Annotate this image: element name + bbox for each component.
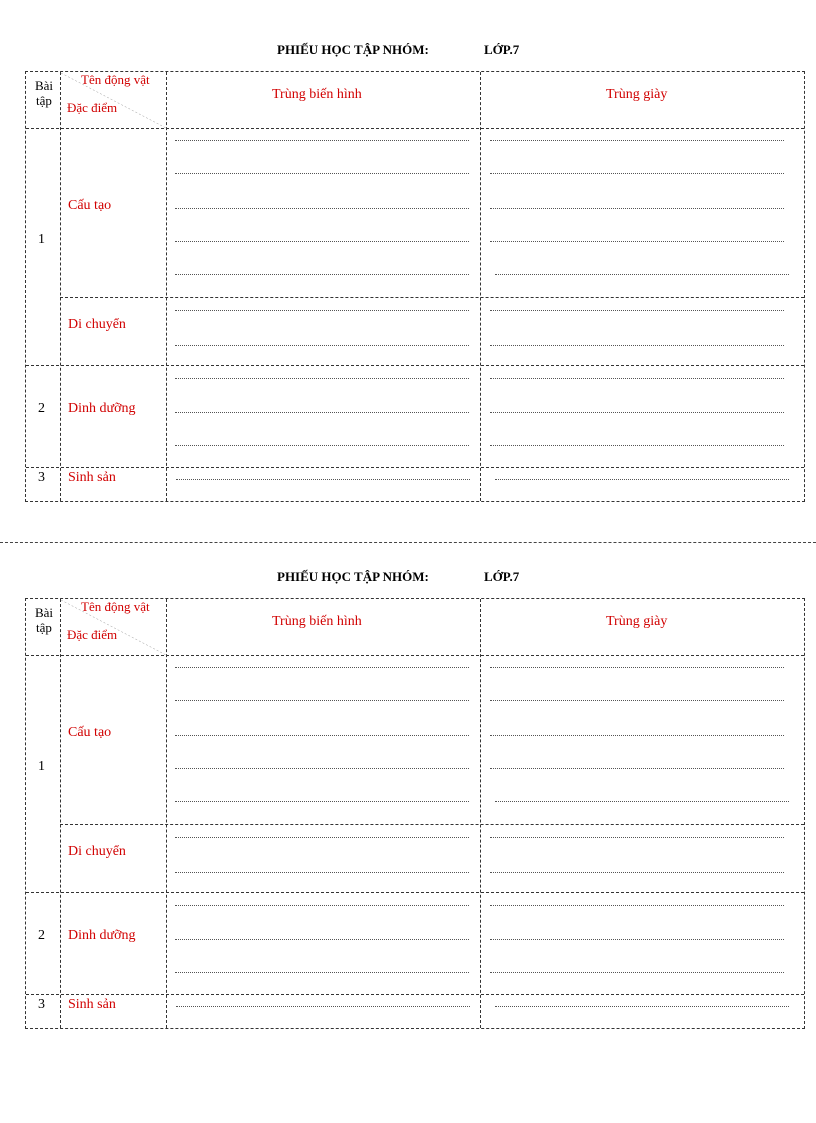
worksheet-title	[0, 42, 816, 62]
row-sinh-san-label: Sinh sản	[68, 997, 116, 1012]
row-3-number: 3	[38, 997, 45, 1012]
header-trung-bien-hinh: Trùng biến hình	[272, 614, 362, 629]
writing-line[interactable]	[175, 667, 469, 668]
writing-line[interactable]	[490, 972, 784, 973]
row-dinh-duong-label: Dinh dưỡng	[68, 928, 136, 943]
writing-line[interactable]	[490, 667, 784, 668]
header-bai-tap: Bài tập	[34, 78, 54, 108]
writing-line[interactable]	[175, 445, 469, 446]
row-dinh-duong-label: Dinh dưỡng	[68, 401, 136, 416]
writing-line[interactable]	[490, 939, 784, 940]
writing-line[interactable]	[490, 700, 784, 701]
writing-line[interactable]	[175, 345, 469, 346]
worksheet-2	[0, 569, 816, 1039]
writing-line[interactable]	[175, 735, 469, 736]
header-trung-giay: Trùng giày	[606, 614, 668, 629]
header-trung-bien-hinh: Trùng biến hình	[272, 87, 362, 102]
row-1-number: 1	[38, 759, 45, 774]
worksheet-title	[0, 569, 816, 589]
writing-line[interactable]	[175, 310, 469, 311]
writing-line[interactable]	[495, 801, 789, 802]
writing-line[interactable]	[175, 768, 469, 769]
writing-line[interactable]	[175, 208, 469, 209]
writing-line[interactable]	[490, 241, 784, 242]
row-2-number: 2	[38, 928, 45, 943]
writing-line[interactable]	[176, 479, 470, 480]
row-di-chuyen-label: Di chuyển	[68, 317, 126, 332]
writing-line[interactable]	[175, 378, 469, 379]
writing-line[interactable]	[490, 208, 784, 209]
row-2-number: 2	[38, 401, 45, 416]
writing-line[interactable]	[495, 1006, 789, 1007]
writing-line[interactable]	[175, 939, 469, 940]
writing-line[interactable]	[490, 412, 784, 413]
row-di-chuyen-label: Di chuyển	[68, 844, 126, 859]
writing-line[interactable]	[490, 768, 784, 769]
writing-line[interactable]	[495, 479, 789, 480]
writing-line[interactable]	[490, 735, 784, 736]
writing-line[interactable]	[175, 972, 469, 973]
row-cau-tao-label: Cấu tạo	[68, 198, 112, 213]
header-dac-diem: Đặc điểm	[67, 627, 118, 642]
header-trung-giay: Trùng giày	[606, 87, 668, 102]
writing-line[interactable]	[175, 241, 469, 242]
writing-line[interactable]	[175, 837, 469, 838]
row-1-number: 1	[38, 232, 45, 247]
writing-line[interactable]	[175, 872, 469, 873]
row-3-number: 3	[38, 470, 45, 485]
row-cau-tao-label: Cấu tạo	[68, 725, 112, 740]
writing-line[interactable]	[175, 173, 469, 174]
title-text: PHIẾU HỌC TẬP NHÓM:	[277, 569, 429, 584]
writing-line[interactable]	[490, 173, 784, 174]
worksheet-1	[0, 42, 816, 512]
writing-line[interactable]	[490, 310, 784, 311]
writing-line[interactable]	[490, 905, 784, 906]
writing-line[interactable]	[175, 140, 469, 141]
writing-line[interactable]	[490, 837, 784, 838]
header-ten-dong-vat: Tên động vật	[81, 599, 150, 614]
writing-line[interactable]	[175, 412, 469, 413]
header-dac-diem: Đặc điểm	[67, 100, 118, 115]
writing-line[interactable]	[490, 378, 784, 379]
worksheet-table	[25, 71, 805, 502]
header-ten-dong-vat: Tên động vật	[81, 72, 150, 87]
worksheet-table	[25, 598, 805, 1029]
writing-line[interactable]	[176, 1006, 470, 1007]
title-text: PHIẾU HỌC TẬP NHÓM:	[277, 42, 429, 57]
class-label: LỚP.7	[484, 42, 520, 57]
writing-line[interactable]	[490, 445, 784, 446]
writing-line[interactable]	[495, 274, 789, 275]
writing-line[interactable]	[175, 274, 469, 275]
writing-line[interactable]	[175, 700, 469, 701]
writing-line[interactable]	[175, 801, 469, 802]
row-sinh-san-label: Sinh sản	[68, 470, 116, 485]
class-label: LỚP.7	[484, 569, 520, 584]
cut-line	[0, 542, 816, 543]
writing-line[interactable]	[490, 345, 784, 346]
writing-line[interactable]	[490, 872, 784, 873]
header-bai-tap: Bài tập	[34, 605, 54, 635]
writing-line[interactable]	[490, 140, 784, 141]
writing-line[interactable]	[175, 905, 469, 906]
